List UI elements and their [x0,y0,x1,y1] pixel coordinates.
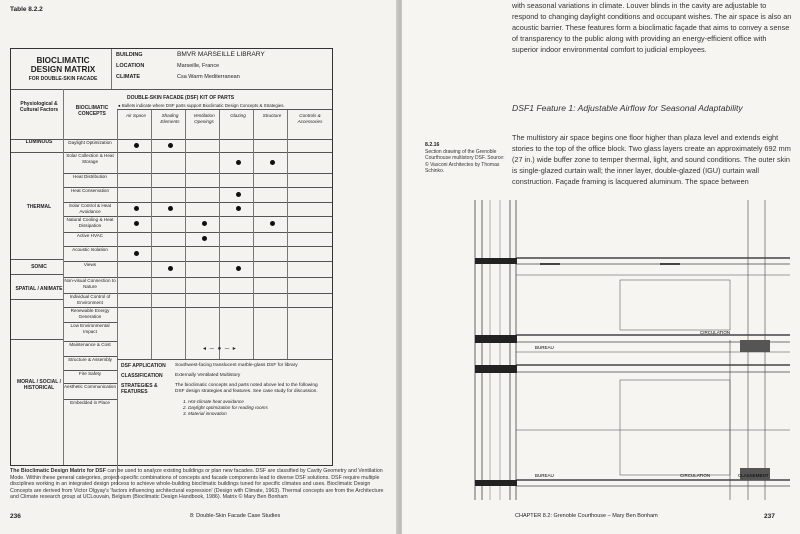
row-line [63,173,332,174]
support-bullet [270,221,275,226]
factor-line [11,139,63,140]
col-shading: Shading Elements [160,113,180,124]
body-text-top: with seasonal variations in climate. Louver blinds in the cavity are adjustable to respond to changing daylight conditions and occupant wishes. The air space is also an acoustic barrier. These features form a bioclimatic façade that aims to convey a sense of transparency to the public along with providing an energy-efficient office with superior indoor environmental comfort to judicial employees. [512,1,792,54]
column-line [185,109,186,359]
right-page [402,0,800,534]
col-ventilation: Ventilation Openings [193,113,215,124]
figure-number: 8.2.16 [425,142,440,148]
running-head-left: 8: Double-Skin Facade Case Studies [190,513,281,519]
climate-value: Csa Warm Mediterranean [177,74,240,80]
factor-line [11,339,63,340]
row-line [63,187,332,188]
column-line [151,109,152,359]
section-drawing [420,200,790,500]
concept-label: Maintenance & Cost [69,342,111,347]
support-bullet [168,206,173,211]
drawing-label: CLASSEMENT [738,473,769,478]
support-bullet [134,143,139,148]
support-bullet [236,160,241,165]
page-number-left: 236 [10,513,21,520]
matrix-title-line1: BIOCLIMATIC [36,56,90,65]
matrix-subtitle: FOR DOUBLE-SKIN FACADE [28,76,98,82]
factor-line [11,274,63,275]
support-bullet [236,192,241,197]
location-key: LOCATION [116,63,145,69]
concept-label: Non-visual Connection to Nature [64,278,116,289]
concept-label: Aesthetic Communication [63,384,117,389]
row-line [63,277,332,278]
building-value: BMVR MARSEILLE LIBRARY [177,51,265,58]
building-key: BUILDING [116,52,143,58]
row-line [63,152,332,153]
row-line [63,139,332,140]
factor-thermal: THERMAL [26,204,52,210]
support-bullet [168,143,173,148]
support-bullet [134,251,139,256]
row-line [63,232,332,233]
row-line [63,399,117,400]
concept-label: Heat Conservation [70,188,110,193]
low-impact-marker: ◂ ─ ● ─ ▸ [203,346,237,352]
factor-line [11,299,63,300]
strategy-item: 3. Material innovation [183,411,227,416]
concept-label: Embedded in Place [70,400,110,405]
matrix-caption [10,468,388,501]
header-line [117,109,332,110]
concept-label: Acoustic Isolation [72,247,108,252]
application-value: Southwest-facing translucent marble-glass DSF for library [175,363,298,368]
row-line [63,370,117,371]
climate-key: CLIMATE [116,74,141,80]
factor-moral: MORAL / SOCIAL / HISTORICAL [17,379,61,391]
support-bullet [134,206,139,211]
col-structure: Structure [262,113,282,118]
col-controls: Controls & Accessories [297,113,323,124]
caption-lead: The Bioclimatic Design Matrix for DSF [10,468,106,474]
strategies-value: The bioclimatic concepts and parts noted above led to the following DSF design strategies and features. See case study for discussion. [175,383,318,394]
row-line [63,322,117,323]
table-label: Table 8.2.2 [10,6,43,13]
matrix-title-line2: DESIGN MATRIX [30,65,96,74]
drawing-label: CIRCULATION [700,330,731,335]
section-title: DSF1 Feature 1: Adjustable Airflow for Seasonal Adaptability [512,103,743,113]
factor-sonic: SONIC [31,264,47,270]
column-line [253,109,254,359]
left-page [0,0,398,534]
row-line [63,246,332,247]
column-line [63,89,64,465]
support-bullet [202,221,207,226]
concept-label: Renewable Energy Generation [70,308,110,319]
running-foot-right: CHAPTER 8.2: Grenoble Courthouse – Mary Ben Bonham [515,513,658,519]
concept-label: Solar Control & Heat Avoidance [68,203,112,214]
location-value: Marseille, France [177,63,220,69]
support-bullet [168,266,173,271]
concept-label: Natural Cooling & Heat Dissipation [66,217,114,228]
column-line [219,109,220,359]
row-line [63,341,117,342]
concept-label: Views [83,262,97,267]
bioclimatic-concepts-header: BIOCLIMATIC CONCEPTS [75,105,109,117]
drawing-label: BUREAU [535,345,554,350]
classification-label: CLASSIFICATION [121,373,163,379]
dsf-kit-header: DOUBLE-SKIN FACADE (DSF) KIT OF PARTS [127,95,235,101]
row-line [63,383,117,384]
concept-label: Low Environmental Impact [70,323,110,334]
bioclimatic-design-matrix [10,48,333,466]
concept-label: Solar Collection & Heat Storage [66,153,114,164]
strategies-list [183,399,268,417]
concept-label: Individual Control of Environment [69,294,111,305]
strategy-item: 1. Hot-climate heat avoidance [183,399,244,404]
matrix-title [23,56,103,74]
row-line [63,216,332,217]
concept-label: Fire Safety [78,371,102,376]
support-bullet [134,221,139,226]
drawing-label: CIRCULATION [680,473,711,478]
column-line [117,109,118,485]
page-number-right: 237 [764,513,775,520]
support-bullet [236,266,241,271]
row-line [63,261,332,262]
figure-caption: Section drawing of the Grenoble Courthouse multistory DSF. Source: © Vasconi Architectes by Thomas Schinko. [425,149,505,174]
row-line [63,293,332,294]
row-line [63,202,332,203]
factor-spatial: SPATIAL / ANIMATE [15,286,63,292]
support-bullet [236,206,241,211]
caption-body: can be used to analyze existing buildings or plan new facades. DSF are classified by Cavity Geometry and Ventilation Mode. Within these general categories, project-specific combinations of concepts and facade components lead to diverse DSF solutions. DSF require multiple disciplines working in an integrated design process to achieve whole-building bioclimatic buildings tuned for specific climates and uses. Bioclimatic Design Concepts are derived from Victor Olgyay's 'factors influencing architectural expression' (Design with Climate, 1963). Thermal concepts are from the Architecture and Climate research group at UCLouvain, Belgium (Bioclimatic Design Handbook, 1986). Matrix © Mary Ben Bonham [10,468,384,501]
strategy-item: 2. Daylight optimization for reading rooms [183,405,268,410]
drawing-label: BUREAU [535,473,554,478]
concept-label: Heat Distribution [73,174,107,179]
row-line [63,307,332,308]
concept-label: Active HVAC [76,233,104,238]
row-line [63,356,117,357]
col-air-space: Air Space [126,113,146,118]
factor-line [11,152,63,153]
factor-luminous: LUMINOUS [25,139,53,145]
column-line [287,109,288,359]
support-bullet [270,160,275,165]
col-glazing: Glazing [230,113,246,118]
concept-label: Structure & Assembly [68,357,112,362]
dsf-bullet-note: ● Bullets indicate where DSF parts support Bioclimatic Design Concepts & Strategies. [118,103,285,108]
strategies-label: STRATEGIES & FEATURES [121,383,158,395]
classification-value: Externally Ventilated Multistory [175,373,241,378]
body-text-mid: The multistory air space begins one floor higher than plaza level and extends eight stories to the top of the office block. Two glass layers create an approximately 692 mm (27 in.) wide buffer zone to temper thermal, light, and sound conditions. The outer skin is single-glazed curtain wall; the inner layer, double-glazed (IGU) curtain wall construction. Façade framing is lacquered aluminum. The space between [512,133,791,186]
support-bullet [202,236,207,241]
application-label: DSF APPLICATION [121,363,166,369]
concept-label: Daylight Optimization [68,140,112,145]
factor-line [11,259,63,260]
physiological-factors-header: Physiological & Cultural Factors [19,101,59,113]
